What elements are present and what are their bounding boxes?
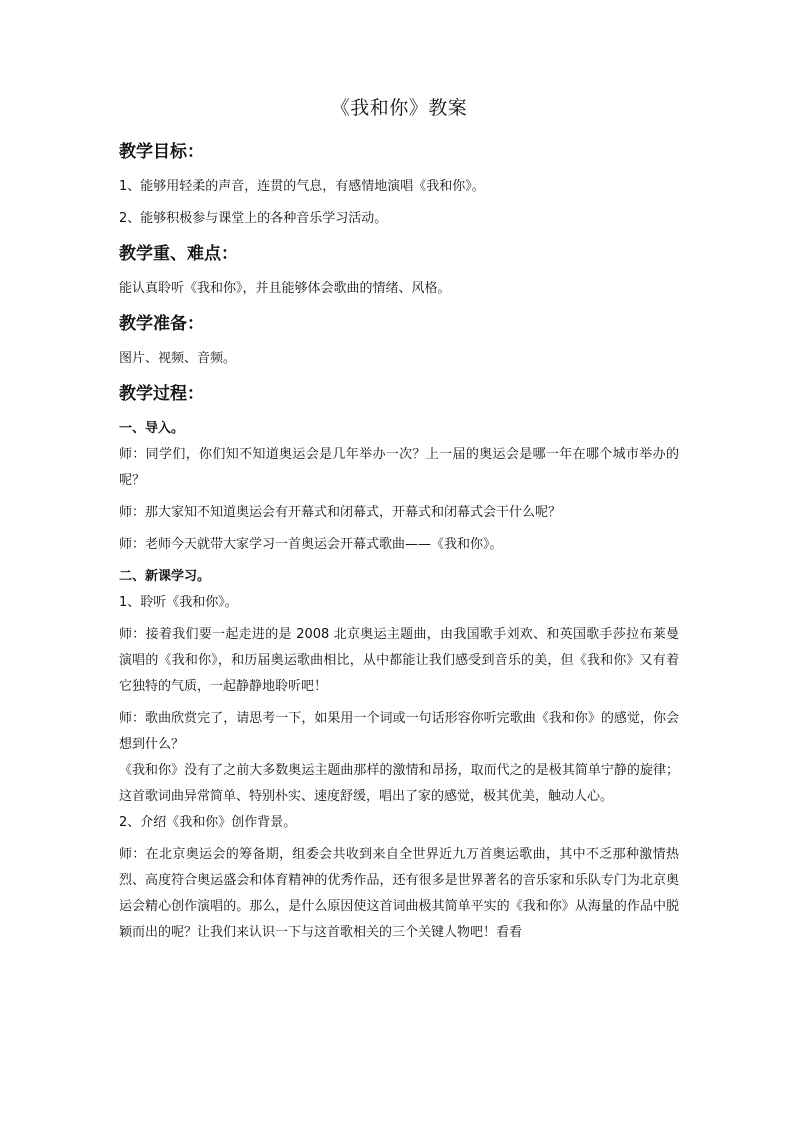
part-1-line-1: 师：同学们，你们知不知道奥运会是几年举办一次？上一届的奥运会是哪一年在哪个城市举办的呢？ [119, 447, 679, 488]
document-title: 《我和你》教案 [330, 97, 468, 119]
objective-line-1: 1、能够用轻柔的声音，连贯的气息，有感情地演唱《我和你》。 [119, 179, 485, 194]
heading-objectives: 教学目标： [119, 142, 204, 162]
document-content [119, 96, 679, 946]
key-points-line-1: 能认真聆听《我和你》，并且能够体会歌曲的情绪、风格。 [119, 281, 451, 296]
heading-preparation: 教学准备： [119, 314, 204, 334]
part-2-step-1: 1、聆听《我和你》。 [119, 595, 238, 610]
heading-process: 教学过程： [119, 384, 204, 404]
part-1-line-2: 师：那大家知不知道奥运会有开幕式和闭幕式，开幕式和闭幕式会干什么呢？ [119, 505, 562, 520]
heading-key-points: 教学重、难点： [119, 244, 238, 264]
part-2-title: 二、新课学习。 [119, 569, 211, 584]
preparation-line-1: 图片、视频、音频。 [119, 351, 237, 366]
objective-line-2: 2、能够积极参与课堂上的各种音乐学习活动。 [119, 211, 388, 226]
part-1-title: 一、导入。 [119, 421, 185, 436]
part-2-step-1-line-1: 师：接着我们要一起走进的是 2008 北京奥运主题曲，由我国歌手刘欢、和英国歌手莎拉布莱曼演唱的《我和你》，和历届奥运歌曲相比，从中都能让我们感受到音乐的美，但《我和你》又有着它独特的气质，一起静静地聆听吧！ [119, 627, 679, 694]
part-2-step-1-line-3: 《我和你》没有了之前大多数奥运主题曲那样的激情和昂扬，取而代之的是极其简单宁静的旋律；这首歌词曲异常简单、特别朴实、速度舒缓，唱出了家的感觉，极其优美，触动人心。 [119, 763, 679, 804]
part-2-step-1-line-2: 师：歌曲欣赏完了，请思考一下，如果用一个词或一句话形容你听完歌曲《我和你》的感觉，你会想到什么？ [119, 711, 679, 752]
part-2-step-2-line-1: 师：在北京奥运会的筹备期，组委会共收到来自全世界近九万首奥运歌曲，其中不乏那种激情热烈、高度符合奥运盛会和体育精神的优秀作品，还有很多是世界著名的音乐家和乐队专门为北京奥运会精心创作演唱的。那么，是什么原因使这首词曲极其简单平实的《我和你》从海量的作品中脱颖而出的呢？让我们来认识一下与这首歌相关的三个关键人物吧！看看 [119, 847, 679, 940]
part-1-line-3: 师：老师今天就带大家学习一首奥运会开幕式歌曲——《我和你》。 [119, 537, 503, 552]
part-2-step-2: 2、介绍《我和你》创作背景。 [119, 815, 297, 830]
